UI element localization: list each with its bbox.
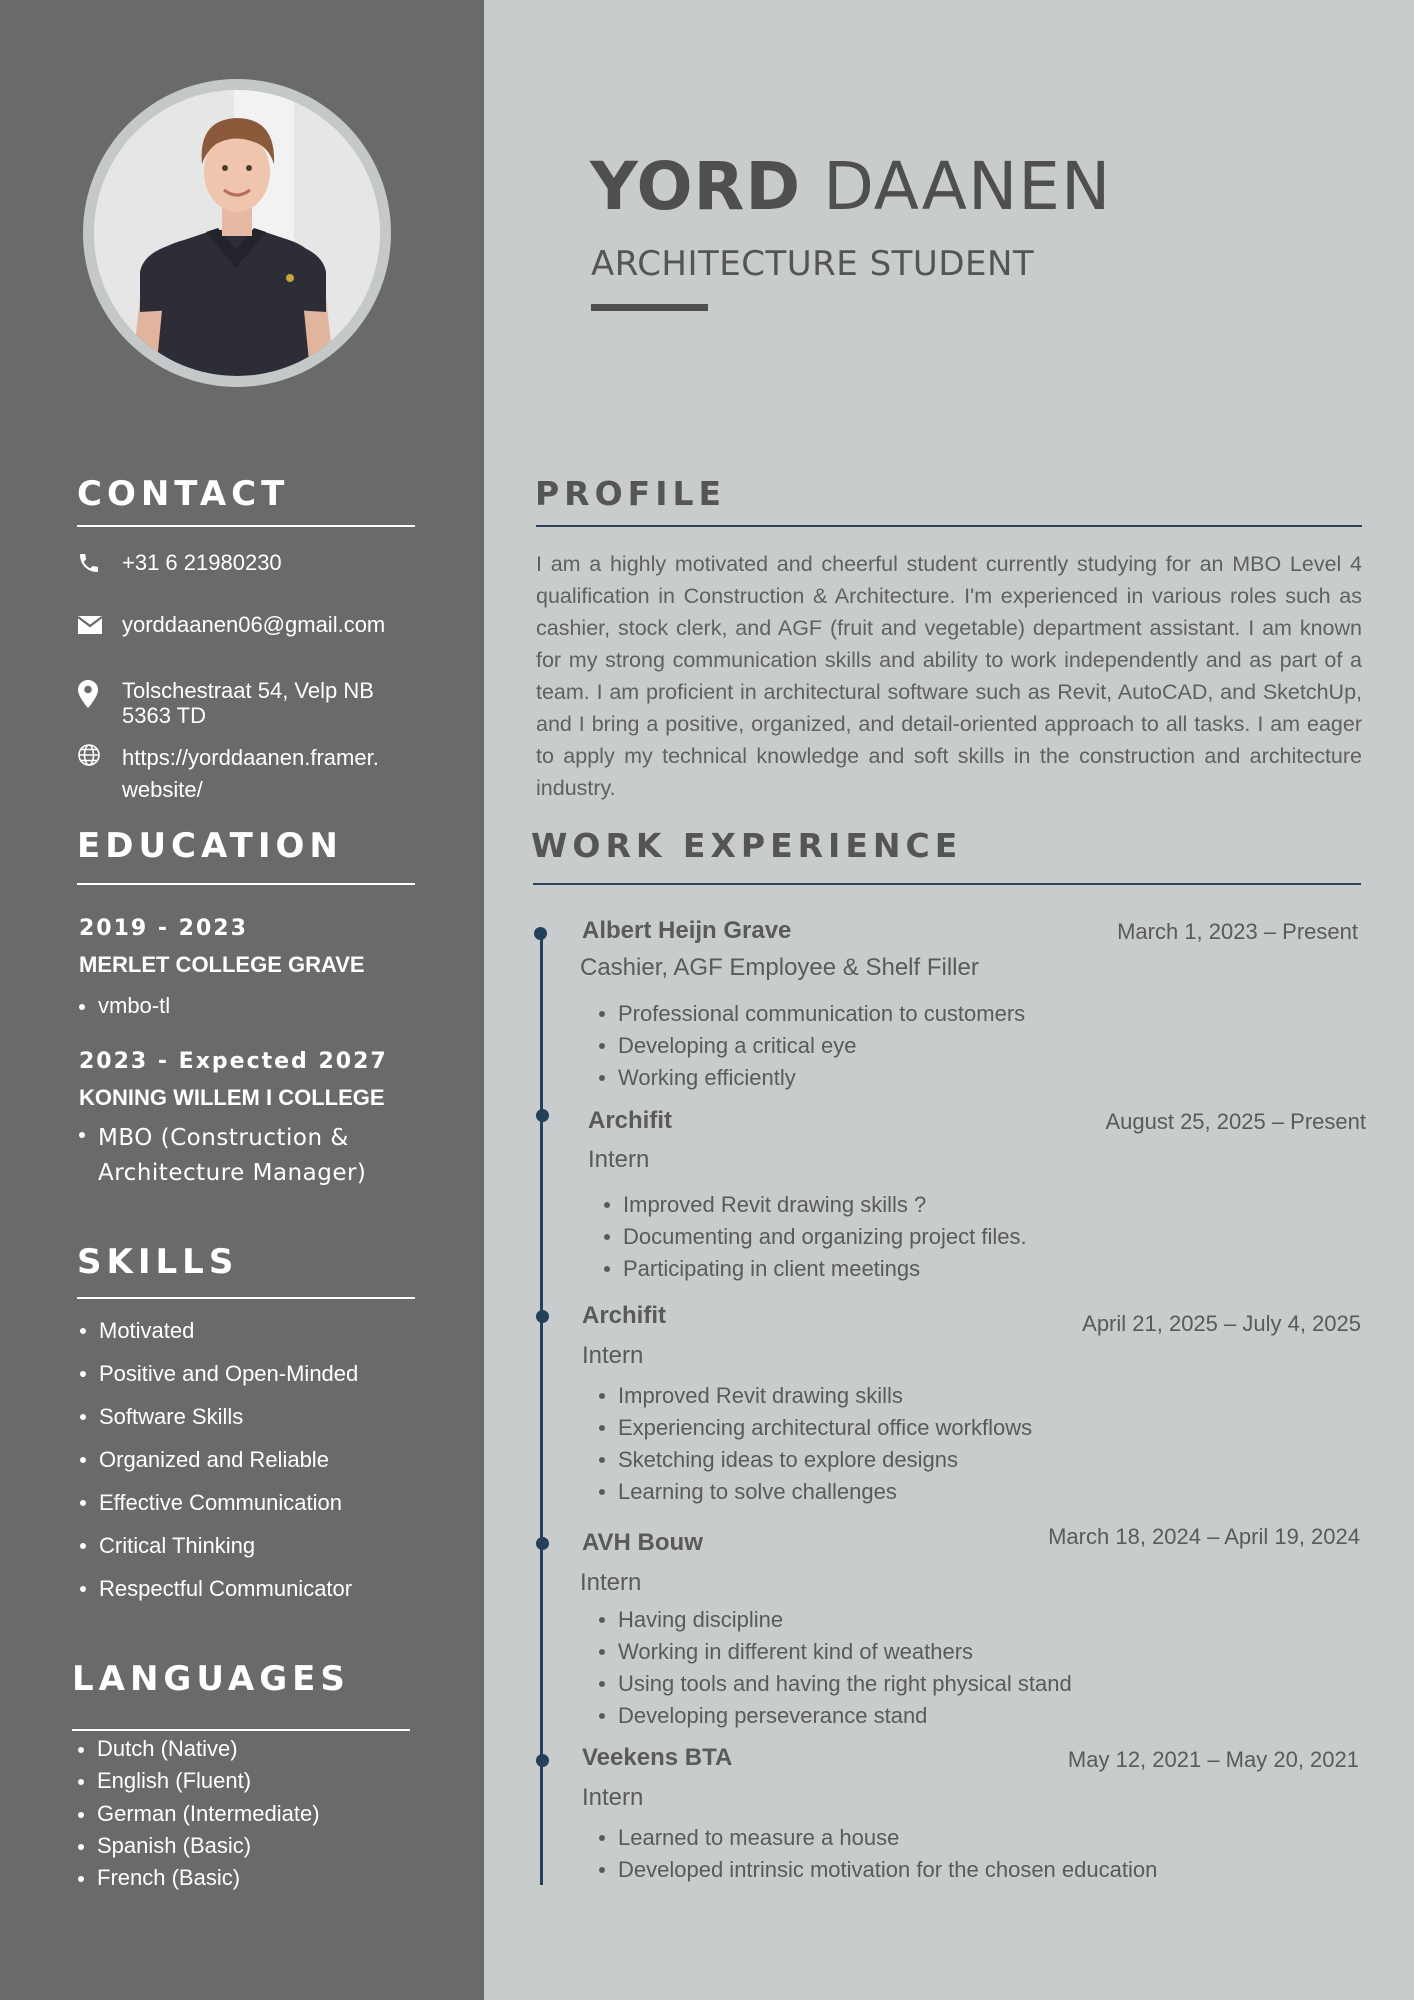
job-duties (623, 1191, 1027, 1287)
languages-heading: LANGUAGES (72, 1659, 350, 1699)
job-duties (618, 1382, 1032, 1510)
timeline-dot (536, 1109, 549, 1122)
first-name: YORD (590, 148, 802, 225)
contact-email (77, 612, 422, 638)
skills-list (99, 1316, 358, 1617)
globe-icon (77, 742, 122, 768)
contact-heading: CONTACT (77, 474, 290, 514)
list-item: Working efficiently (618, 1064, 1025, 1096)
job-date: March 1, 2023 – Present (1117, 919, 1358, 944)
sidebar (0, 0, 484, 2000)
job-company: Albert Heijn Grave (582, 917, 792, 944)
job-company: Archifit (582, 1302, 666, 1329)
list-item: French (Basic) (97, 1865, 320, 1897)
job-company: Veekens BTA (582, 1744, 733, 1771)
job-role: Intern (580, 1569, 642, 1596)
phone-icon (77, 550, 122, 576)
job-company: Archifit (588, 1107, 672, 1134)
contact-website (77, 742, 422, 806)
job-date: April 21, 2025 – July 4, 2025 (1082, 1311, 1361, 1336)
skills-heading: SKILLS (77, 1242, 239, 1282)
education-school-1: MERLET COLLEGE GRAVE (79, 952, 365, 977)
list-item: Improved Revit drawing skills (618, 1382, 1032, 1414)
job-role: Intern (588, 1146, 650, 1173)
list-item: Critical Thinking (99, 1531, 358, 1574)
profile-photo-frame (83, 79, 391, 387)
job-title: ARCHITECTURE STUDENT (591, 244, 1035, 284)
list-item: Positive and Open-Minded (99, 1359, 358, 1402)
job-date: August 25, 2025 – Present (1105, 1109, 1366, 1134)
timeline-dot (536, 1310, 549, 1323)
work-experience-divider (533, 883, 1361, 885)
list-item: Using tools and having the right physical stand (618, 1670, 1072, 1702)
job-role: Cashier, AGF Employee & Shelf Filler (580, 954, 979, 981)
education-years-2: 2023 - Expected 2027 (79, 1049, 388, 1074)
list-item: Having discipline (618, 1606, 1072, 1638)
timeline-dot (536, 1754, 549, 1767)
education-school-2: KONING WILLEM I COLLEGE (79, 1085, 385, 1110)
list-item: Respectful Communicator (99, 1574, 358, 1617)
email-address[interactable]: yorddaanen06@gmail.com (122, 612, 386, 637)
job-duties (618, 1606, 1072, 1734)
list-item: Improved Revit drawing skills ? (623, 1191, 1027, 1223)
page-title (590, 148, 1111, 225)
list-item: Motivated (99, 1316, 358, 1359)
last-name: DAANEN (823, 148, 1112, 225)
work-experience-heading: WORK EXPERIENCE (531, 826, 963, 865)
website-line-1[interactable]: https://yorddaanen.framer. (122, 745, 379, 770)
envelope-icon (77, 612, 122, 638)
list-item: Developed intrinsic motivation for the chosen education (618, 1856, 1157, 1888)
phone-number[interactable]: +31 6 21980230 (122, 550, 282, 575)
list-item: German (Intermediate) (97, 1801, 320, 1833)
languages-divider (72, 1729, 410, 1731)
education-heading: EDUCATION (77, 826, 343, 866)
education-years-1: 2019 - 2023 (79, 916, 248, 941)
timeline-dot (536, 1537, 549, 1550)
profile-photo (94, 90, 380, 376)
list-item: Documenting and organizing project files. (623, 1223, 1027, 1255)
list-item: Working in different kind of weathers (618, 1638, 1072, 1670)
list-item: Learning to solve challenges (618, 1478, 1032, 1510)
address-line-2: 5363 TD (122, 703, 206, 728)
title-underline (591, 304, 708, 311)
list-item: Professional communication to customers (618, 1000, 1025, 1032)
list-item: Participating in client meetings (623, 1255, 1027, 1287)
profile-summary: I am a highly motivated and cheerful student currently studying for an MBO Level 4 qualification in Construction & Architecture. I'm experienced in various roles such as cashier, stock clerk, and AGF (fruit and vegetable) department assistant. I am known for my strong communication skills and ability to work independently and as part of a team. I am proficient in architectural software such as Revit, AutoCAD, and SketchUp, and I bring a positive, organized, and detail-oriented approach to all tasks. I am eager to apply my technical knowledge and soft skills in the construction and architecture industry. (536, 552, 1362, 800)
website-line-2[interactable]: website/ (122, 777, 203, 802)
list-item: Experiencing architectural office workflows (618, 1414, 1032, 1446)
job-role: Intern (582, 1342, 644, 1369)
job-company: AVH Bouw (582, 1529, 703, 1556)
list-item: Dutch (Native) (97, 1736, 320, 1768)
job-date: March 18, 2024 – April 19, 2024 (1048, 1524, 1360, 1549)
job-duties (618, 1000, 1025, 1096)
list-item: Software Skills (99, 1402, 358, 1445)
location-pin-icon (77, 678, 122, 710)
list-item: Effective Communication (99, 1488, 358, 1531)
list-item: Developing a critical eye (618, 1032, 1025, 1064)
list-item: Learned to measure a house (618, 1824, 1157, 1856)
profile-divider (536, 525, 1362, 527)
contact-phone (77, 550, 422, 576)
list-item: vmbo-tl (98, 993, 171, 1018)
education-list-1 (98, 993, 170, 1019)
job-duties (618, 1824, 1157, 1888)
list-item: Sketching ideas to explore designs (618, 1446, 1032, 1478)
list-item: Organized and Reliable (99, 1445, 358, 1488)
job-date: May 12, 2021 – May 20, 2021 (1067, 1747, 1359, 1772)
list-item: Developing perseverance stand (618, 1702, 1072, 1734)
education-list-2 (98, 1121, 398, 1191)
skills-divider (77, 1297, 415, 1299)
job-role: Intern (582, 1784, 644, 1811)
list-item: Spanish (Basic) (97, 1833, 320, 1865)
list-item: MBO (Construction & Architecture Manager) (98, 1121, 398, 1191)
education-divider (77, 883, 415, 885)
list-item: English (Fluent) (97, 1768, 320, 1800)
contact-divider (77, 525, 415, 527)
address-line-1: Tolschestraat 54, Velp NB (122, 678, 374, 703)
contact-address (77, 678, 422, 728)
timeline-dot (534, 927, 547, 940)
profile-heading: PROFILE (535, 474, 727, 513)
languages-list (97, 1736, 320, 1897)
timeline-line (540, 933, 543, 1885)
